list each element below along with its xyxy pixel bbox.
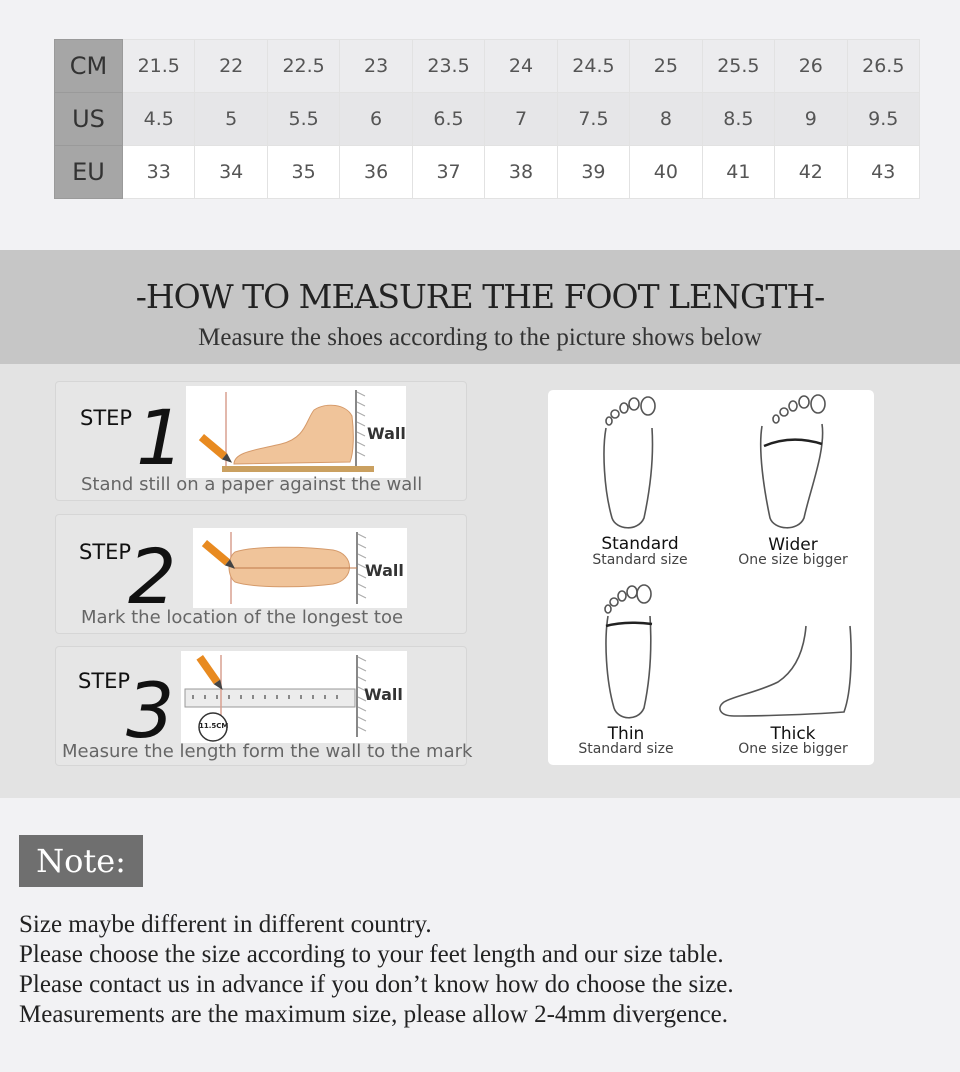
size-cell: 37 [412,146,484,199]
size-cell: 22.5 [267,40,339,93]
size-cell: 25.5 [702,40,774,93]
size-cell: 40 [630,146,702,199]
size-chart-table [54,39,920,199]
size-cell: 8.5 [702,93,774,146]
foot-outlines-icon [548,390,874,765]
foot-type-wider-desc: One size bigger [738,552,848,568]
step-1-caption: Stand still on a paper against the wall [81,474,423,495]
step-1-card [55,381,467,501]
foot-type-thin-desc: Standard size [578,741,674,757]
size-cell: 4.5 [123,93,195,146]
step-3-caption: Measure the length form the wall to the mark [62,741,473,762]
size-cell: 22 [195,40,267,93]
foot-type-thin-label: Thin [607,724,645,744]
step-3-word: STEP [78,669,131,693]
note-line: Please choose the size according to your feet length and our size table. [19,941,724,968]
size-cell: 21.5 [123,40,195,93]
size-cell: 7.5 [557,93,629,146]
size-cell: 8 [630,93,702,146]
size-cell: 34 [195,146,267,199]
note-line: Size maybe different in different country. [19,911,432,938]
banner-subtitle: Measure the shoes according to the picture shows below [198,324,762,351]
wall-label: Wall [367,424,406,443]
size-cell: 23 [340,40,412,93]
step-3-card [55,646,473,766]
size-cell: 9 [775,93,847,146]
size-cell: 36 [340,146,412,199]
foot-types-panel [548,390,874,765]
step-1-illustration [186,386,406,478]
foot-type-standard-label: Standard [601,534,679,554]
table-row-cm [55,40,920,93]
step-2-card [55,514,467,634]
wall-label: Wall [364,685,403,704]
size-cell: 33 [123,146,195,199]
table-row-us [55,93,920,146]
size-cell: 26.5 [847,40,919,93]
measurement-tag: 11.5CM [199,722,229,730]
row-label-eu: EU [55,146,123,199]
size-cell: 38 [485,146,557,199]
foot-type-thick-label: Thick [770,724,816,744]
note-line: Please contact us in advance if you don’t know how do choose the size. [19,971,734,998]
size-cell: 24.5 [557,40,629,93]
step-2-caption: Mark the location of the longest toe [81,607,404,628]
size-cell: 39 [557,146,629,199]
size-cell: 26 [775,40,847,93]
note-label: Note: [19,835,143,887]
row-label-us: US [55,93,123,146]
size-cell: 9.5 [847,93,919,146]
step-1-number: 1 [136,393,185,482]
step-3-illustration [181,651,407,743]
size-cell: 5.5 [267,93,339,146]
size-cell: 24 [485,40,557,93]
foot-type-standard-desc: Standard size [592,552,688,568]
banner-title: -HOW TO MEASURE THE FOOT LENGTH- [135,277,825,316]
step-1-word: STEP [80,406,133,430]
step-2-number: 2 [128,532,177,621]
step-2-illustration [193,528,407,608]
size-cell: 23.5 [412,40,484,93]
size-cell: 25 [630,40,702,93]
step-2-word: STEP [79,540,132,564]
size-cell: 35 [267,146,339,199]
size-cell: 5 [195,93,267,146]
note-text [19,910,949,1030]
foot-type-thick-desc: One size bigger [738,741,848,757]
wall-label: Wall [365,561,404,580]
step-3-number: 3 [126,666,175,755]
size-cell: 43 [847,146,919,199]
size-cell: 41 [702,146,774,199]
row-label-cm: CM [55,40,123,93]
size-cell: 6.5 [412,93,484,146]
table-row-eu [55,146,920,199]
foot-type-wider-label: Wider [768,535,818,555]
size-cell: 6 [340,93,412,146]
size-cell: 42 [775,146,847,199]
size-cell: 7 [485,93,557,146]
note-line: Measurements are the maximum size, please allow 2-4mm divergence. [19,1001,729,1028]
